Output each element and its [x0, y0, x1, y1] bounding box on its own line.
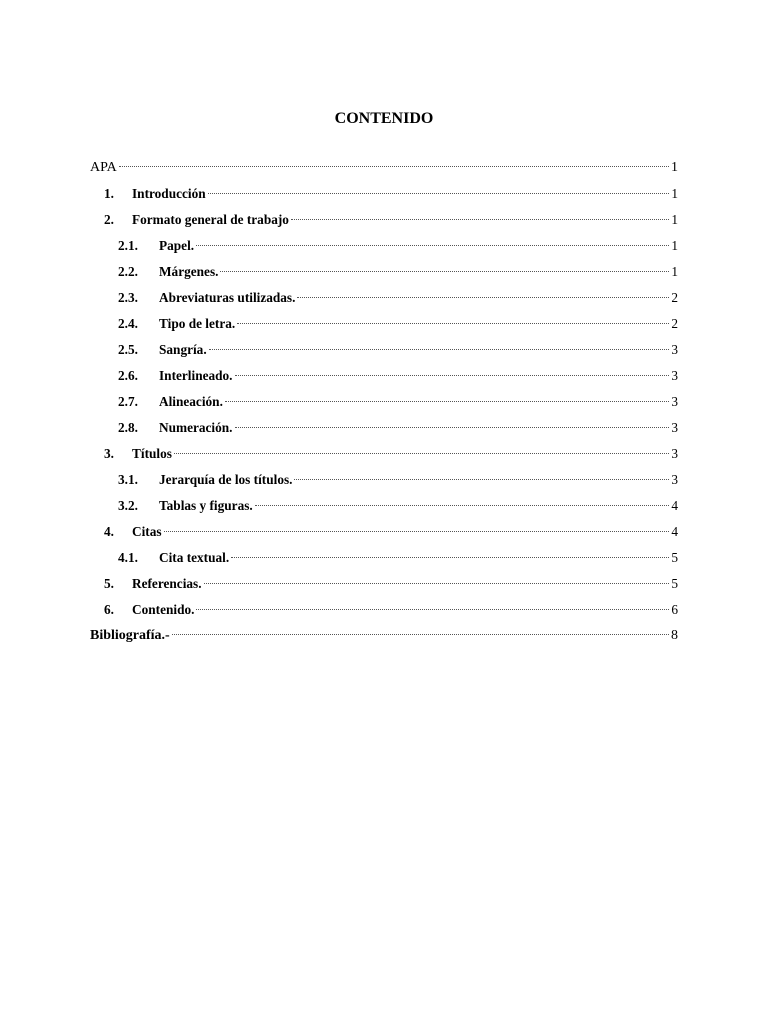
- toc-entry-page-number: 3: [671, 394, 678, 409]
- toc-entry[interactable]: [90, 417, 678, 443]
- toc-entry-page-number: 1: [671, 238, 678, 253]
- dot-leader: [225, 400, 669, 402]
- toc-entry-number: 3.: [104, 446, 114, 461]
- toc-entry-number: 2.4.: [118, 316, 138, 331]
- toc-entry-text: Títulos: [132, 446, 172, 461]
- toc-entry-page-number: 5: [671, 576, 678, 591]
- toc-entry-text: Tablas y figuras.: [159, 498, 253, 513]
- toc-entry-text: Formato general de trabajo: [132, 212, 289, 227]
- toc-entry-number: 2.6.: [118, 368, 138, 383]
- toc-entry-label: [90, 469, 292, 491]
- toc-entry-page-number: 5: [671, 550, 678, 565]
- toc-entry[interactable]: [90, 547, 678, 573]
- toc-entry-label: [90, 287, 295, 309]
- toc-entry-number: 2.7.: [118, 394, 138, 409]
- toc-entry-number: 3.2.: [118, 498, 138, 513]
- toc-entry[interactable]: [90, 443, 678, 469]
- toc-entry-label: [90, 235, 194, 257]
- toc-entry-number: 2.5.: [118, 342, 138, 357]
- toc-entry-number: 1.: [104, 186, 114, 201]
- toc-entry[interactable]: [90, 495, 678, 521]
- toc-entry[interactable]: [90, 313, 678, 339]
- toc-entry-page-number: 1: [671, 186, 678, 201]
- toc-entry-page-number: 1: [671, 160, 678, 175]
- toc-entry-label: [90, 157, 117, 179]
- toc-entry-number: 2.3.: [118, 290, 138, 305]
- toc-entry-label: [90, 521, 162, 543]
- toc-entry-text: Numeración.: [159, 420, 233, 435]
- toc-entry-page-number: 4: [671, 498, 678, 513]
- toc-entry-text: Jerarquía de los títulos.: [159, 472, 293, 487]
- dot-leader: [231, 556, 669, 558]
- toc-entry[interactable]: [90, 287, 678, 313]
- toc-entry-label: [90, 573, 202, 595]
- toc-entry-label: [90, 391, 223, 413]
- toc-entry[interactable]: [90, 573, 678, 599]
- toc-entry[interactable]: [90, 625, 678, 651]
- toc-entry-number: 2.2.: [118, 264, 138, 279]
- toc-entry[interactable]: [90, 521, 678, 547]
- toc-entry-page-number: 4: [671, 524, 678, 539]
- toc-entry[interactable]: [90, 469, 678, 495]
- toc-entry-page-number: 2: [671, 316, 678, 331]
- toc-entry-page-number: 6: [671, 602, 678, 617]
- toc-entry[interactable]: [90, 235, 678, 261]
- dot-leader: [174, 452, 669, 454]
- toc-entry-label: [90, 495, 253, 517]
- toc-entry-label: [90, 547, 229, 569]
- dot-leader: [196, 608, 669, 610]
- toc-entry-page-number: 3: [671, 472, 678, 487]
- table-of-contents: [90, 157, 678, 651]
- toc-entry-number: 3.1.: [118, 472, 138, 487]
- toc-entry-label: [90, 443, 172, 465]
- toc-entry-number: 4.: [104, 524, 114, 539]
- toc-entry[interactable]: [90, 209, 678, 235]
- toc-entry-text: Márgenes.: [159, 264, 219, 279]
- toc-entry-label: [90, 261, 218, 283]
- toc-entry-text: Cita textual.: [159, 550, 230, 565]
- toc-entry-text: Contenido.: [132, 602, 195, 617]
- toc-entry-number: 4.1.: [118, 550, 138, 565]
- dot-leader: [291, 218, 669, 220]
- dot-leader: [204, 582, 670, 584]
- dot-leader: [294, 478, 669, 480]
- dot-leader: [196, 244, 669, 246]
- toc-entry-label: [90, 625, 170, 647]
- toc-entry[interactable]: [90, 261, 678, 287]
- toc-entry-text: Abreviaturas utilizadas.: [159, 290, 296, 305]
- toc-entry-page-number: 2: [671, 290, 678, 305]
- toc-entry-label: [90, 183, 206, 205]
- toc-entry-text: APA: [90, 160, 117, 175]
- toc-entry-number: 2.: [104, 212, 114, 227]
- dot-leader: [164, 530, 670, 532]
- dot-leader: [255, 504, 670, 506]
- dot-leader: [235, 426, 670, 428]
- toc-entry-text: Bibliografía.-: [90, 628, 170, 643]
- toc-entry-text: Alineación.: [159, 394, 223, 409]
- dot-leader: [220, 270, 669, 272]
- toc-entry-page-number: 3: [671, 420, 678, 435]
- dot-leader: [237, 322, 669, 324]
- toc-entry[interactable]: [90, 365, 678, 391]
- toc-entry-page-number: 3: [671, 446, 678, 461]
- toc-entry-text: Sangría.: [159, 342, 207, 357]
- dot-leader: [119, 165, 669, 167]
- toc-entry-label: [90, 313, 235, 335]
- toc-entry[interactable]: [90, 339, 678, 365]
- toc-entry-label: [90, 339, 207, 361]
- toc-entry-label: [90, 599, 194, 621]
- toc-entry-label: [90, 365, 233, 387]
- toc-entry-text: Tipo de letra.: [159, 316, 236, 331]
- dot-leader: [235, 374, 670, 376]
- toc-entry-text: Citas: [132, 524, 162, 539]
- toc-entry-page-number: 3: [671, 368, 678, 383]
- toc-entry-text: Introducción: [132, 186, 206, 201]
- dot-leader: [208, 192, 670, 194]
- toc-entry-text: Papel.: [159, 238, 195, 253]
- toc-entry[interactable]: [90, 391, 678, 417]
- toc-entry-number: 5.: [104, 576, 114, 591]
- toc-entry-page-number: 8: [671, 628, 678, 643]
- toc-entry-page-number: 3: [671, 342, 678, 357]
- toc-entry-number: 2.8.: [118, 420, 138, 435]
- toc-entry-label: [90, 417, 233, 439]
- toc-entry-text: Interlineado.: [159, 368, 233, 383]
- toc-title: CONTENIDO: [334, 110, 434, 127]
- toc-entry[interactable]: [90, 599, 678, 625]
- toc-entry-number: 6.: [104, 602, 114, 617]
- toc-entry-text: Referencias.: [132, 576, 202, 591]
- toc-entry[interactable]: [90, 183, 678, 209]
- dot-leader: [172, 633, 669, 635]
- dot-leader: [297, 296, 669, 298]
- toc-entry-page-number: 1: [671, 212, 678, 227]
- toc-entry-number: 2.1.: [118, 238, 138, 253]
- toc-entry[interactable]: [90, 157, 678, 183]
- toc-entry-page-number: 1: [671, 264, 678, 279]
- toc-entry-label: [90, 209, 289, 231]
- dot-leader: [209, 348, 670, 350]
